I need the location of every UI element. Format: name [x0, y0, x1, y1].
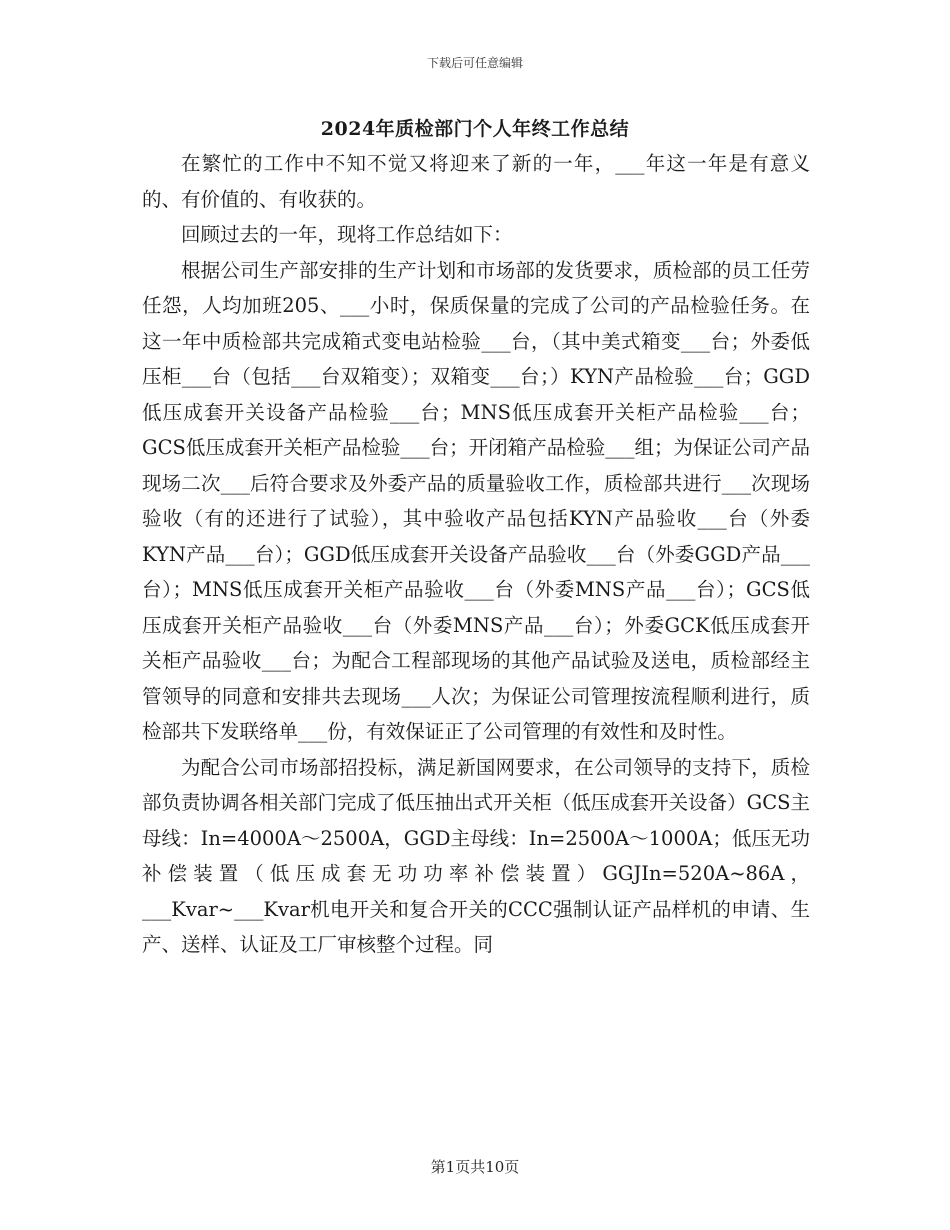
paragraph-inspection-work: 根据公司生产部安排的生产计划和市场部的发货要求，质检部的员工任劳任怨，人均加班205、___小时，保质保量的完成了公司的产品检验任务。在这一年中质检部共完成箱式变电站检验___台，（其中美式箱变___台；外委低压柜___台（包括___台双箱变）；双箱变___台；）KYN产品检验___台；GGD低压成套开关设备产品检验___台；MNS低压成套开关柜产品检验___台；GCS低压成套开关柜产品检验___台；开闭箱产品检验___组；为保证公司产品现场二次___后符合要求及外委产品的质量验收工作，质检部共进行___次现场验收（有的还进行了试验），其中验收产品包括KYN产品验收___台（外委KYN产品___台）；GGD低压成套开关设备产品验收___台（外委GGD产品___台）；MNS低压成套开关柜产品验收___台（外委MNS产品___台）；GCS低压成套开关柜产品验收___台（外委MNS产品___台）；外委GCK低压成套开关柜产品验收___台；为配合工程部现场的其他产品试验及送电，质检部经主管领导的同意和安排共去现场___人次；为保证公司管理按流程顺利进行，质检部共下发联络单___份，有效保证正了公司管理的有效性和及时性。 — [142, 258, 810, 743]
paragraph-certification: 为配合公司市场部招投标，满足新国网要求，在公司领导的支持下，质检部负责协调各相关部门完成了低压抽出式开关柜（低压成套开关设备）GCS主母线：In=4000A～2500A，GGD主母线：In=2500A～1000A；低压无功补偿装置（低压成套无功功率补偿装置）GGJIn=520A~86A，___Kvar~___Kvar机电开关和复合开关的CCC强制认证产品样机的申请、生产、送样、认证及工厂审核整个过程。同 — [142, 755, 810, 956]
page-footer: 第1页共10页 — [430, 1158, 520, 1176]
paragraph-intro: 在繁忙的工作中不知不觉又将迎来了新的一年，___年这一年是有意义的、有价值的、有收获的。 — [142, 152, 810, 211]
header-note: 下载后可任意编辑 — [426, 56, 523, 70]
document-body — [142, 146, 810, 963]
paragraph-review: 回顾过去的一年，现将工作总结如下： — [181, 223, 513, 246]
document-title: 2024年质检部门个人年终工作总结 — [320, 118, 630, 140]
